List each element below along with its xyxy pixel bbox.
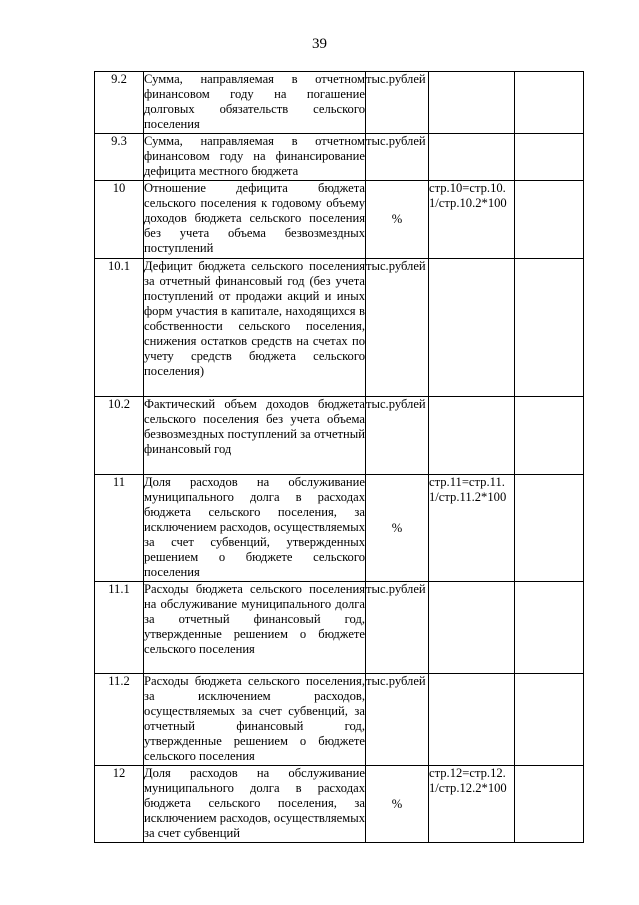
value-cell (515, 72, 584, 134)
indicators-table-body (95, 72, 584, 843)
row-number-cell: 10.1 (95, 259, 144, 397)
indicator-name-cell: Дефицит бюджета сельского поселения за отчетный финансовый год (без учета поступлений от продажи акций и иных форм участия в капитале, находящихся в собственности сельского поселения, снижения остатков средств на счетах по учету средств бюджета сельского поселения) (144, 259, 366, 397)
row-number-cell: 12 (95, 766, 144, 843)
table-row (95, 181, 584, 259)
value-cell (515, 674, 584, 766)
unit-cell: тыс.рублей (366, 674, 429, 766)
unit-cell: тыс.рублей (366, 582, 429, 674)
formula-cell: стр.10=стр.10.1/стр.10.2*100 (429, 181, 515, 259)
unit-cell: тыс.рублей (366, 134, 429, 181)
table-row (95, 259, 584, 397)
unit-cell: тыс.рублей (366, 397, 429, 475)
page-number: 39 (312, 36, 327, 52)
row-number-cell: 11.2 (95, 674, 144, 766)
row-number-cell: 9.2 (95, 72, 144, 134)
unit-cell: тыс.рублей (366, 259, 429, 397)
table-row (95, 766, 584, 843)
row-number-cell: 9.3 (95, 134, 144, 181)
formula-cell (429, 582, 515, 674)
row-number-cell: 11.1 (95, 582, 144, 674)
unit-cell: % (366, 475, 429, 582)
formula-cell (429, 72, 515, 134)
indicator-name-cell: Расходы бюджета сельского поселения на обслуживание муниципального долга за отчетный финансовый год, утвержденные решением о бюджете сельского поселения (144, 582, 366, 674)
table-row (95, 475, 584, 582)
table-row (95, 674, 584, 766)
indicator-name-cell: Сумма, направляемая в отчетном финансовом году на финансирование дефицита местного бюджета (144, 134, 366, 181)
table-row (95, 72, 584, 134)
indicator-name-cell: Фактический объем доходов бюджета сельского поселения без учета объема безвозмездных поступлений за отчетный финансовый год (144, 397, 366, 475)
indicators-table (94, 71, 584, 843)
indicator-name-cell: Доля расходов на обслуживание муниципального долга в расходах бюджета сельского поселения, за исключением расходов, осуществляемых за счет субвенций, утвержденных решением о бюджете сельского поселения (144, 475, 366, 582)
indicator-name-cell: Доля расходов на обслуживание муниципального долга в расходах бюджета сельского поселения, за исключением расходов, осуществляемых за счет субвенций (144, 766, 366, 843)
row-number-cell: 10 (95, 181, 144, 259)
unit-cell: тыс.рублей (366, 72, 429, 134)
indicator-name-cell: Расходы бюджета сельского поселения, за исключением расходов, осуществляемых за счет субвенций, за отчетный финансовый год, утвержденные решением о бюджете сельского поселения (144, 674, 366, 766)
indicator-name-cell: Сумма, направляемая в отчетном финансовом году на погашение долговых обязательств сельского поселения (144, 72, 366, 134)
value-cell (515, 766, 584, 843)
row-number-cell: 11 (95, 475, 144, 582)
indicator-name-cell: Отношение дефицита бюджета сельского поселения к годовому объему доходов бюджета сельского поселения без учета объема безвозмездных поступлений (144, 181, 366, 259)
value-cell (515, 397, 584, 475)
value-cell (515, 582, 584, 674)
table-row (95, 134, 584, 181)
formula-cell (429, 259, 515, 397)
value-cell (515, 475, 584, 582)
row-number-cell: 10.2 (95, 397, 144, 475)
table-row (95, 397, 584, 475)
formula-cell (429, 674, 515, 766)
value-cell (515, 181, 584, 259)
formula-cell: стр.12=стр.12.1/стр.12.2*100 (429, 766, 515, 843)
formula-cell (429, 134, 515, 181)
table-row (95, 582, 584, 674)
formula-cell (429, 397, 515, 475)
value-cell (515, 134, 584, 181)
unit-cell: % (366, 766, 429, 843)
value-cell (515, 259, 584, 397)
unit-cell: % (366, 181, 429, 259)
formula-cell: стр.11=стр.11.1/стр.11.2*100 (429, 475, 515, 582)
